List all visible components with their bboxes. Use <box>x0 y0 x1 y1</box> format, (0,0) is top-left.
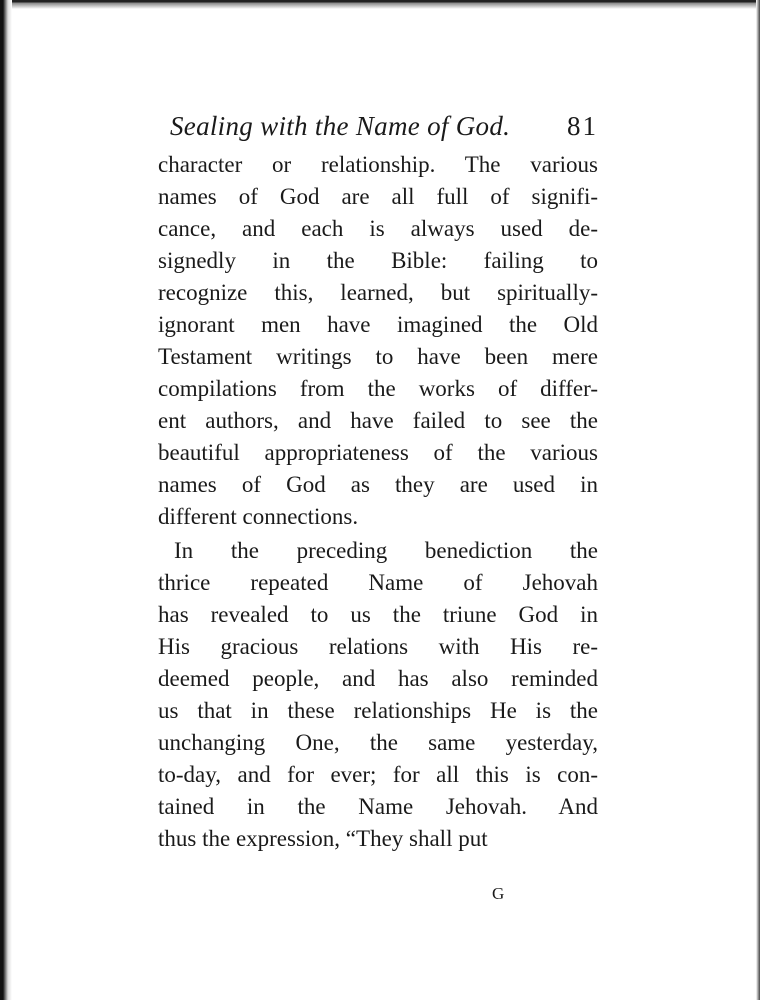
text-line: signedly in the Bible: failing to <box>158 248 598 273</box>
scan-edge-right <box>756 0 760 1000</box>
scan-edge-top <box>0 0 760 10</box>
text-line: unchanging One, the same yesterday, <box>158 730 598 755</box>
running-head <box>158 105 598 149</box>
text-line: names of God are all full of signifi- <box>158 184 598 209</box>
book-page <box>158 105 598 855</box>
text-line: ent authors, and have failed to see the <box>158 408 598 433</box>
text-line: tained in the Name Jehovah. And <box>158 794 598 819</box>
text-line: different connections. <box>158 504 359 529</box>
text-line: Testament writings to have been mere <box>158 344 598 369</box>
running-head-title: Sealing with the Name of God. <box>170 111 511 141</box>
text-line: deemed people, and has also reminded <box>158 666 598 691</box>
text-line: thus the expression, “They shall put <box>158 826 488 851</box>
text-line: beautiful appropriateness of the various <box>158 440 598 465</box>
paragraph-2 <box>158 535 598 855</box>
page-number: 81 <box>567 111 598 141</box>
text-line: recognize this, learned, but spiritually- <box>158 280 598 305</box>
text-line: to-day, and for ever; for all this is con- <box>158 762 598 787</box>
text-line: cance, and each is always used de- <box>158 216 598 241</box>
signature-mark: G <box>492 884 506 903</box>
text-line: ignorant men have imagined the Old <box>158 312 598 337</box>
text-line: us that in these relationships He is the <box>158 698 598 723</box>
text-line: His gracious relations with His re- <box>158 634 598 659</box>
text-line: has revealed to us the triune God in <box>158 602 598 627</box>
paragraph-1 <box>158 149 598 533</box>
text-line: thrice repeated Name of Jehovah <box>158 570 598 595</box>
scan-edge-left <box>0 0 12 1000</box>
text-line: character or relationship. The various <box>158 152 598 177</box>
text-line: compilations from the works of differ- <box>158 376 598 401</box>
text-line: names of God as they are used in <box>158 472 598 497</box>
text-line-indented: In the preceding benediction the <box>174 538 598 563</box>
